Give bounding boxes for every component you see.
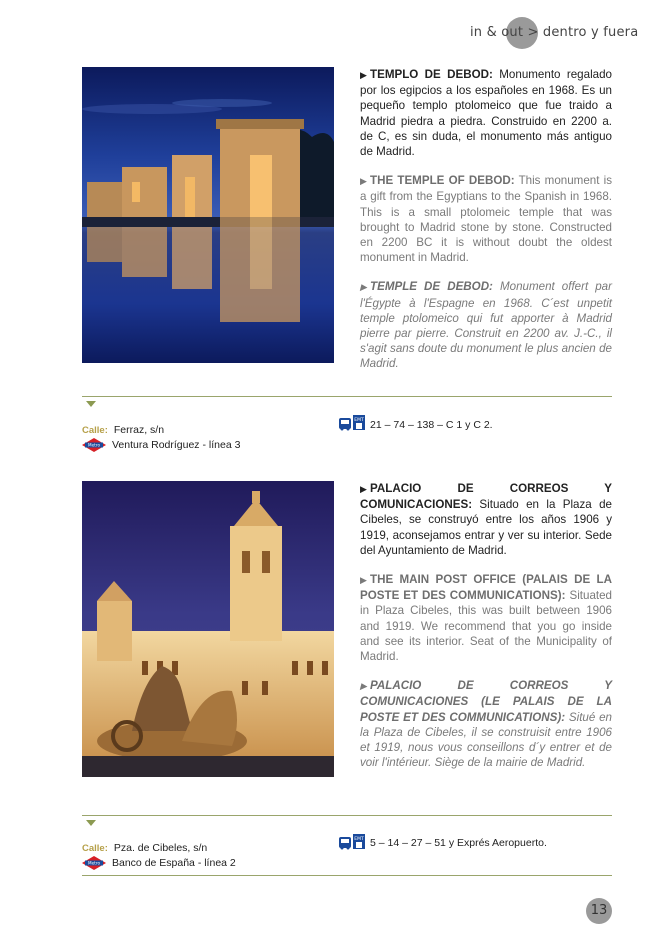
section-header (470, 17, 639, 51)
metro-station: Ventura Rodríguez - línea 3 (112, 439, 241, 451)
triangle-right-icon: ▶ (360, 484, 367, 494)
body-es: Situado en la Plaza de Cibeles, se construyó entre los años 1906 y 1919, aconsejamos entrar y ver su interior. Sede del Ayuntamiento de Madrid. (360, 498, 612, 557)
body-en: This monument is a gift from the Egyptians to the Spanish in 1968. This is a small ptolomeic temple that was brought to Madrid stone by stone. Constructed en 2200 BC it is without doubt the oldest monument in Madrid. (360, 174, 612, 265)
description-en (360, 572, 612, 664)
title-es: TEMPLO DE DEBOD: (370, 68, 493, 81)
address: Calle: Ferraz, s/n (82, 424, 165, 436)
metro-logo-icon (82, 856, 106, 870)
divider (82, 875, 612, 876)
description-fr (360, 678, 612, 770)
body-en: Situated in Plaza Cibeles, this was built between 1906 and 1919. We recommend that you go inside and see its interior. Seat of the Municipality of Madrid. (360, 589, 613, 664)
svg-text:Metro: Metro (87, 442, 101, 448)
description-es (360, 67, 612, 159)
page-number: 13 (586, 898, 612, 924)
temple-of-debod-text (360, 67, 612, 386)
address: Calle: Pza. de Cibeles, s/n (82, 842, 208, 854)
description-en (360, 173, 612, 265)
metro-logo-icon (82, 438, 106, 452)
palacio-de-correos-text (360, 481, 612, 784)
body-es: Monumento regalado por los egipcios a los españoles en 1968. Es un pequeño templo ptolomeico que fue traido a Madrid piedra a piedra. Construido en 2200 a. de C, es sin duda, el monumento más antiguo de Madrid. (360, 68, 612, 159)
title-en: THE TEMPLE OF DEBOD: (370, 174, 515, 188)
triangle-down-icon (86, 820, 96, 826)
title-fr: PALACIO DE CORREOS Y COMUNICACIONES (LE PALAIS DE LA POSTE ET DES COMMUNICATIONS): (360, 679, 612, 724)
triangle-right-icon: ▶ (360, 176, 367, 187)
triangle-right-icon: ▶ (360, 575, 367, 586)
section-title: in & out > dentro y fuera (470, 25, 639, 40)
bus-icon (338, 833, 366, 851)
divider (82, 815, 612, 816)
triangle-right-icon: ▶ (360, 282, 367, 293)
body-fr: Situé en la Plaza de Cibeles, il se construisit entre 1906 et 1919, nous vous conseillons d´y entrer et de voir l'intérieur. Siège de la mairie de Madrid. (360, 710, 613, 770)
svg-text:Metro: Metro (87, 860, 101, 866)
bus-lines: 5 – 14 – 27 – 51 y Exprés Aeropuerto. (370, 837, 547, 849)
description-fr (360, 279, 612, 371)
description-es (360, 481, 612, 558)
body-fr: Monument offert par l'Égypte à l'Espagne en 1968. C´est unpetit temple ptolomeico qui fut apporter à Madrid pierre par pierre. Construit en 2200 av. J.-C., il s'agit sans doute du monument le plus ancien de Madrid. (360, 280, 612, 371)
title-en: THE MAIN POST OFFICE (PALAIS DE LA POSTE ET DES COMMUNICATIONS): (360, 573, 612, 603)
svg-text:EMT: EMT (354, 418, 364, 423)
bus-icon (338, 414, 366, 432)
triangle-right-icon: ▶ (360, 70, 367, 80)
title-fr: TEMPLE DE DEBOD: (370, 280, 493, 294)
bus-lines: 21 – 74 – 138 – C 1 y C 2. (370, 419, 493, 431)
triangle-right-icon: ▶ (360, 681, 367, 692)
svg-text:EMT: EMT (354, 837, 364, 842)
title-es: PALACIO DE CORREOS Y COMUNICACIONES: (360, 482, 612, 512)
temple-of-debod-photo (82, 67, 334, 363)
triangle-down-icon (86, 401, 96, 407)
metro-station: Banco de España - línea 2 (112, 857, 236, 869)
divider (82, 396, 612, 397)
palacio-de-correos-photo (82, 481, 334, 777)
